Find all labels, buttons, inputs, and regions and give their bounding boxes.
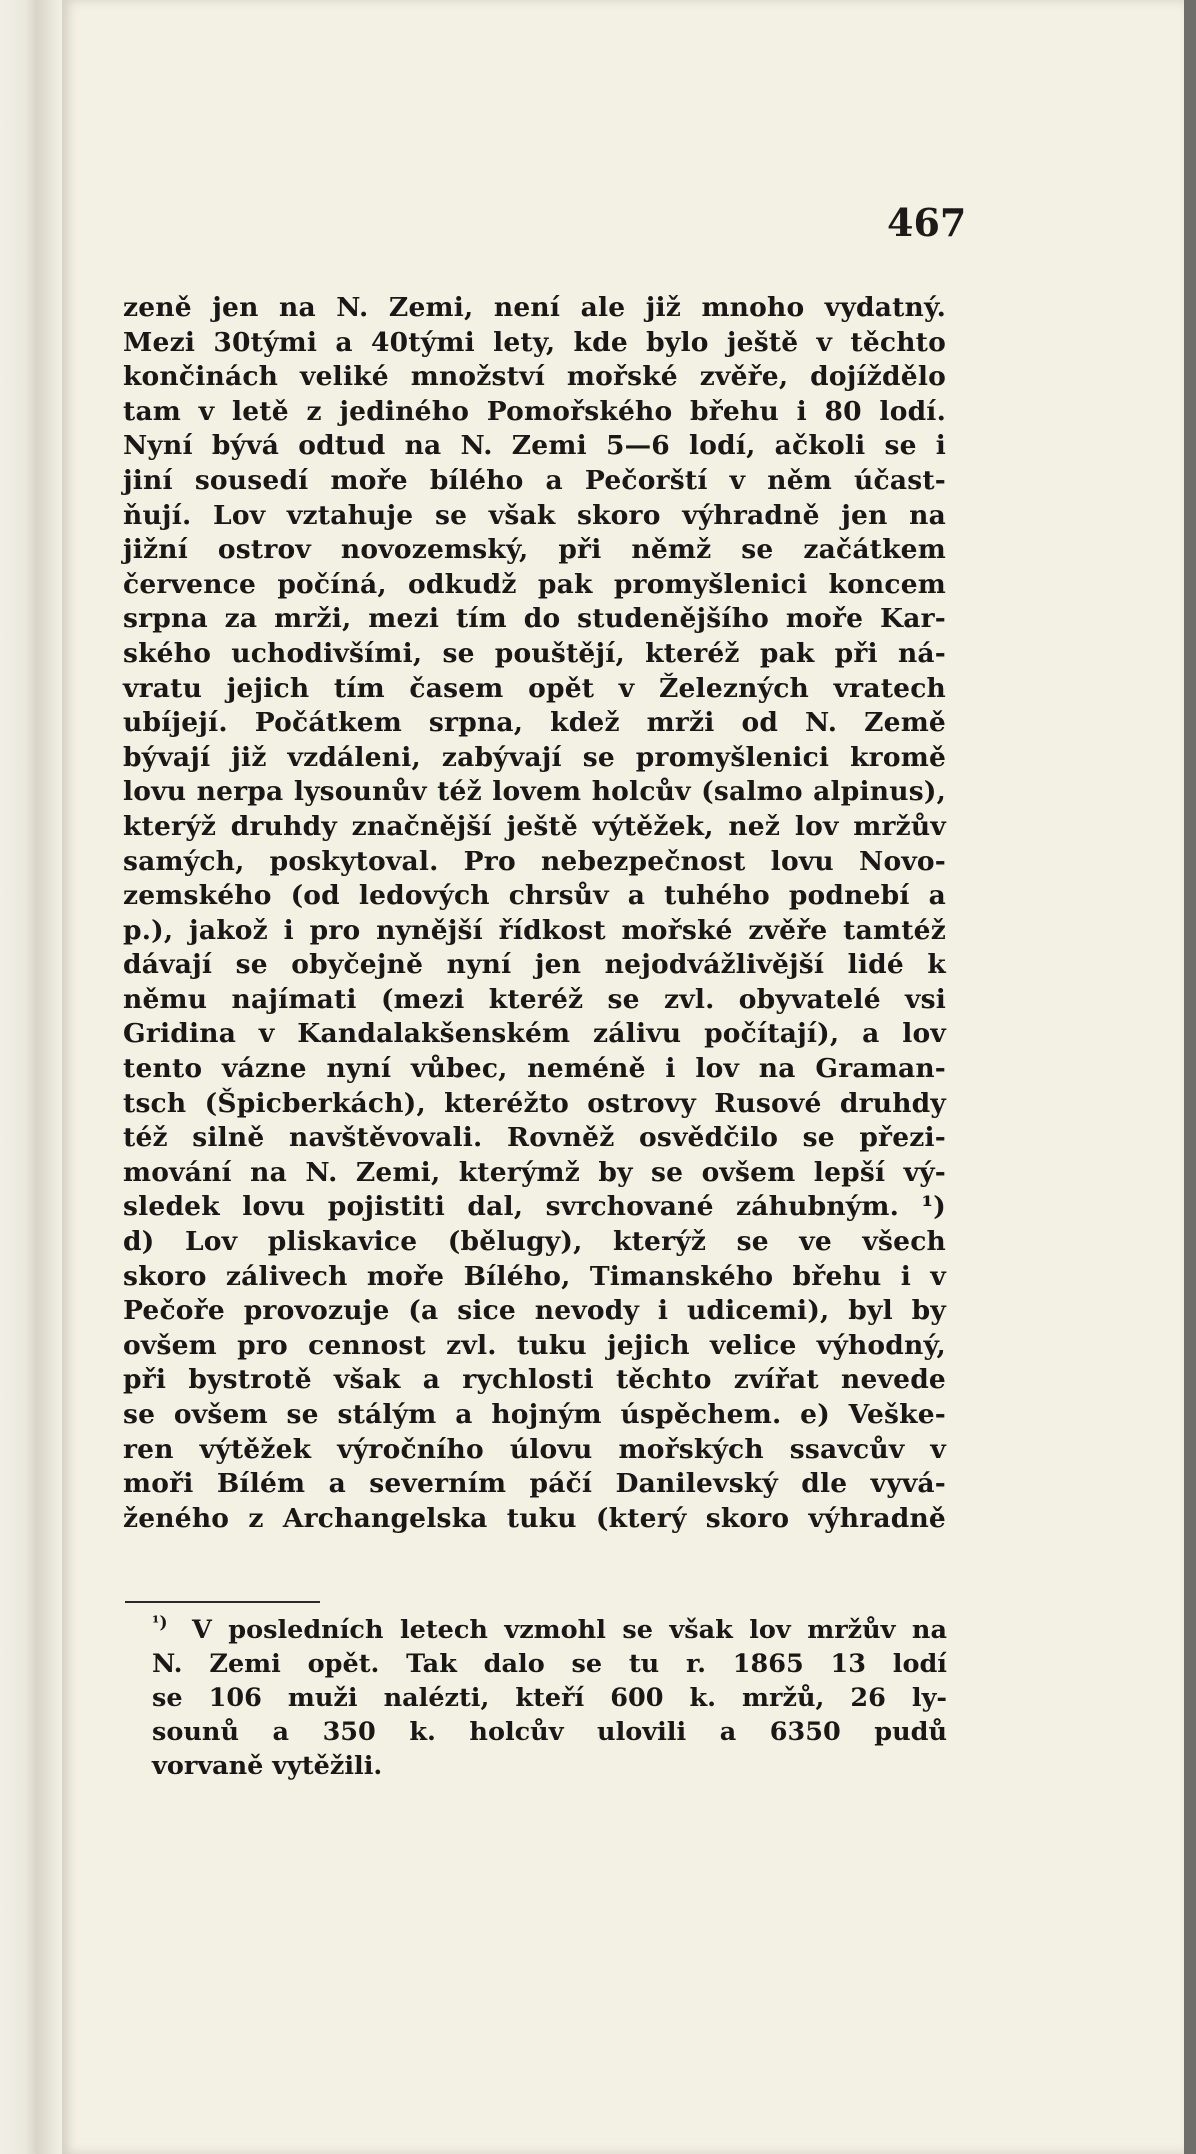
text-line: ženého z Archangelska tuku (který skoro výhradně xyxy=(123,1502,946,1534)
text-line: při bystrotě však a rychlosti těchto zvířat nevede xyxy=(123,1364,946,1396)
text-line: d) Lov pliskavice (bělugy), kterýž se ve všech xyxy=(123,1226,946,1258)
text-line: samých, poskytoval. Pro nebezpečnost lovu Novo- xyxy=(123,845,946,877)
text-line: ren výtěžek výročního úlovu mořských ssavcův v xyxy=(123,1433,946,1465)
text-line: ubíjejí. Počátkem srpna, kdež mrži od N. Země xyxy=(123,707,946,739)
text-line: kterýž druhdy značnější ještě výtěžek, než lov mržův xyxy=(123,810,946,842)
text-line: mování na N. Zemi, kterýmž by se ovšem lepší vý- xyxy=(123,1156,946,1188)
footnote-line: se 106 muži nalézti, kteří 600 k. mržů, 26 ly- xyxy=(152,1683,947,1713)
text-line: lovu nerpa lysounův též lovem holcův (salmo alpinus), xyxy=(123,776,946,808)
book-spine xyxy=(0,0,62,2154)
text-line: Pečoře provozuje (a sice nevody i udicemi), byl by xyxy=(123,1295,946,1327)
text-line: tam v letě z jediného Pomořského břehu i 80 lodí. xyxy=(123,395,946,427)
footnote-body xyxy=(152,1613,947,1783)
body-text xyxy=(123,291,946,1536)
text-line: němu najímati (mezi kteréž se zvl. obyvatelé vsi xyxy=(123,983,946,1015)
text-line: dávají se obyčejně nyní jen nejodvážlivější lidé k xyxy=(123,949,946,981)
footnote-line: sounů a 350 k. holcův ulovili a 6350 pudů xyxy=(152,1717,947,1747)
text-line: Nyní bývá odtud na N. Zemi 5—6 lodí, ačkoli se i xyxy=(123,430,946,462)
text-line: skoro zálivech moře Bílého, Timanského břehu i v xyxy=(123,1260,946,1292)
text-line: končinách veliké množství mořské zvěře, dojíždělo xyxy=(123,361,946,393)
text-line: Mezi 30tými a 40tými lety, kde bylo ještě v těchto xyxy=(123,326,946,358)
footnote-line: V posledních letech vzmohl se však lov mržův na xyxy=(192,1615,947,1645)
text-line: července počíná, odkudž pak promyšlenici koncem xyxy=(123,568,946,600)
text-line: tsch (Špicberkách), kteréžto ostrovy Rusové druhdy xyxy=(123,1087,946,1119)
text-line: jižní ostrov novozemský, při němž se začátkem xyxy=(123,534,946,566)
text-line: Gridina v Kandalakšenském zálivu počítají), a lov xyxy=(123,1018,946,1050)
text-line: srpna za mrži, mezi tím do studenějšího moře Kar- xyxy=(123,603,946,635)
footnote-marker: ¹) xyxy=(152,1613,168,1633)
text-line: zemského (od ledových chrsův a tuhého podnebí a xyxy=(123,880,946,912)
text-line: vratu jejich tím časem opět v Železných vratech xyxy=(123,672,946,704)
text-line: ského uchodivšími, se pouštějí, kteréž pak při ná- xyxy=(123,637,946,669)
text-line: se ovšem se stálým a hojným úspěchem. e) Veške- xyxy=(123,1399,946,1430)
footnote-line: N. Zemi opět. Tak dalo se tu r. 1865 13 lodí xyxy=(152,1649,947,1679)
text-line: tento vázne nyní vůbec, neméně i lov na Graman- xyxy=(123,1053,946,1085)
footnote xyxy=(152,1613,947,1783)
text-line: ovšem pro cennost zvl. tuku jejich velice výhodný, xyxy=(123,1329,946,1361)
page-number: 467 xyxy=(887,200,967,245)
text-line: ňují. Lov vztahuje se však skoro výhradně jen na xyxy=(123,499,946,531)
text-line: p.), jakož i pro nynější řídkost mořské zvěře tamtéž xyxy=(123,914,946,946)
text-line: též silně navštěvovali. Rovněž osvědčilo se přezi- xyxy=(123,1122,946,1154)
text-line: moři Bílém a severním páčí Danilevský dle vyvá- xyxy=(123,1468,946,1500)
footnote-rule xyxy=(125,1601,320,1603)
text-line: bývají již vzdáleni, zabývají se promyšlenici kromě xyxy=(123,741,946,773)
text-line: sledek lovu pojistiti dal, svrchované záhubným. ¹) xyxy=(123,1191,946,1223)
text-line: jiní sousedí moře bílého a Pečorští v něm účast- xyxy=(123,464,946,496)
text-line: zeně jen na N. Zemi, není ale již mnoho vydatný. xyxy=(123,292,946,323)
footnote-line: vorvaně vytěžili. xyxy=(152,1751,383,1781)
